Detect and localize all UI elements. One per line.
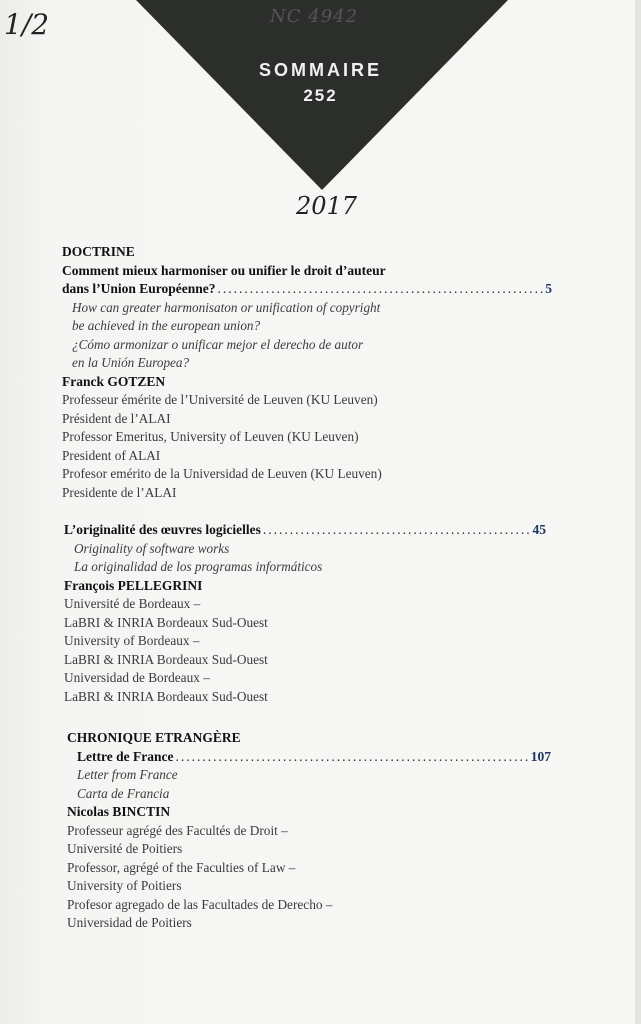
author-affiliation: Professeur émérite de l’Université de Leuven (KU Leuven) — [62, 392, 378, 407]
section-chronique — [67, 729, 551, 933]
author-affiliation: Université de Bordeaux – — [64, 596, 201, 611]
author-affiliation: Presidente de l’ALAI — [62, 484, 177, 500]
article-title-line: L’originalité des œuvres logicielles — [64, 522, 261, 537]
author-name: François PELLEGRINI — [64, 577, 203, 593]
translated-title: Letter from France — [77, 767, 178, 782]
author-affiliation: Profesor agregado de las Facultades de Derecho – — [67, 896, 333, 912]
translated-title: en la Unión Europea? — [72, 355, 190, 370]
article-title-line: Comment mieux harmoniser ou unifier le droit d’auteur — [62, 262, 386, 278]
translated-title: ¿Cómo armonizar o unificar mejor el derecho de autor — [72, 336, 364, 352]
sommaire-title: SOMMAIRE — [259, 60, 382, 80]
page-number: 5 — [545, 281, 552, 296]
section-doctrine — [62, 243, 552, 502]
toc-entry[interactable] — [62, 280, 552, 299]
author-name: Nicolas BINCTIN — [67, 804, 171, 819]
author-affiliation: Président de l’ALAI — [62, 410, 171, 426]
author-affiliation: University of Bordeaux – — [64, 633, 200, 648]
translated-title: Originality of software works — [74, 540, 230, 556]
author-affiliation: LaBRI & INRIA Bordeaux Sud-Ouest — [64, 651, 268, 667]
translated-title: Carta de Francia — [77, 785, 170, 801]
translated-title: be achieved in the european union? — [72, 318, 261, 333]
dot-leader — [218, 280, 544, 299]
handwritten-year: 2017 — [296, 192, 358, 220]
issue-number: 252 — [303, 86, 338, 105]
dot-leader — [263, 521, 531, 540]
author-affiliation: Université de Poitiers — [67, 841, 183, 856]
section-heading: DOCTRINE — [62, 244, 135, 259]
article-title-line: Lettre de France — [77, 748, 174, 764]
author-affiliation: Universidad de Poitiers — [67, 915, 192, 930]
dot-leader — [175, 748, 528, 767]
author-affiliation: LaBRI & INRIA Bordeaux Sud-Ouest — [64, 688, 268, 704]
handwritten-corner-mark: 1/2 — [4, 8, 50, 41]
handwritten-reference: NC 4942 — [270, 6, 359, 27]
author-affiliation: Profesor emérito de la Universidad de Leuven (KU Leuven) — [62, 466, 382, 481]
author-affiliation: Professor, agrégé of the Faculties of Law – — [67, 859, 296, 875]
author-affiliation: President of ALAI — [62, 447, 161, 463]
translated-title: La originalidad de los programas informáticos — [74, 559, 323, 574]
author-affiliation: Professor Emeritus, University of Leuven (KU Leuven) — [62, 429, 359, 444]
author-affiliation: LaBRI & INRIA Bordeaux Sud-Ouest — [64, 614, 268, 630]
section-heading: CHRONIQUE ETRANGÈRE — [67, 730, 241, 745]
toc-entry[interactable] — [64, 521, 546, 540]
author-name: Franck GOTZEN — [62, 373, 166, 389]
author-affiliation: Universidad de Bordeaux – — [64, 670, 210, 685]
page-number: 45 — [532, 522, 546, 537]
article-title-line: dans l’Union Européenne? — [62, 281, 216, 296]
author-affiliation: Professeur agrégé des Facultés de Droit – — [67, 822, 288, 838]
translated-title: How can greater harmonisaton or unification of copyright — [72, 299, 381, 315]
page-number: 107 — [530, 748, 551, 764]
toc-entry[interactable] — [67, 748, 551, 767]
section-software — [64, 521, 546, 706]
author-affiliation: University of Poitiers — [67, 878, 182, 893]
